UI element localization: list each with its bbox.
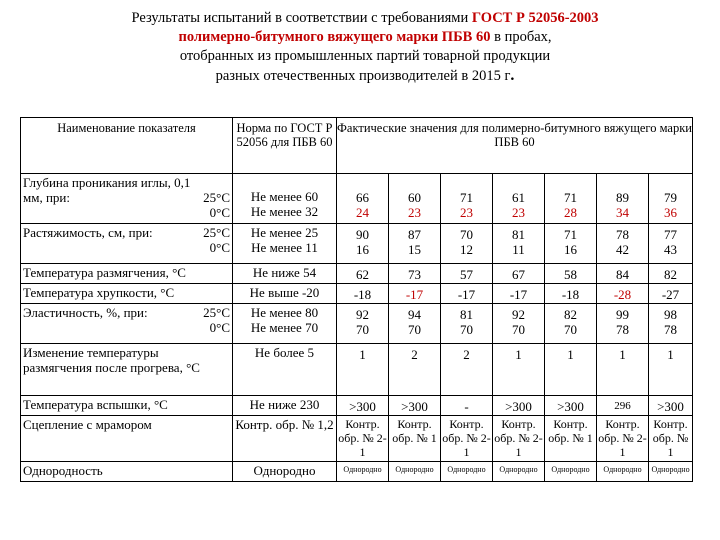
- actual-value: [389, 224, 441, 264]
- actual-value: [493, 304, 545, 344]
- parameter-name: [21, 416, 233, 462]
- actual-value: [337, 224, 389, 264]
- table-row: [21, 462, 693, 482]
- actual-value-line: 70: [460, 322, 473, 337]
- actual-value: Однородно: [597, 462, 649, 482]
- parameter-label: Температура хрупкости, °С: [23, 285, 175, 300]
- title-period: .: [510, 67, 515, 84]
- actual-value: 57: [441, 264, 493, 284]
- norm-line-1: Не менее 60: [250, 189, 319, 204]
- actual-value-line: 90: [356, 227, 369, 242]
- parameter-name: [21, 304, 233, 344]
- actual-value: [597, 174, 649, 224]
- actual-value-line: 70: [564, 322, 577, 337]
- actual-value: 82: [649, 264, 693, 284]
- document-title: [20, 9, 710, 86]
- actual-value-line: 16: [356, 242, 369, 257]
- actual-value-line: 98: [664, 307, 678, 322]
- actual-value-line: 77: [664, 227, 678, 242]
- actual-value-line: 70: [512, 322, 525, 337]
- actual-value-line: 78: [616, 322, 629, 337]
- table-row: [21, 224, 693, 264]
- temperature-labels: [203, 190, 230, 220]
- standard-name: ГОСТ Р 52056-2003: [471, 10, 599, 26]
- actual-value: -28: [597, 284, 649, 304]
- title-line-2: [20, 28, 710, 47]
- actual-value-line: 12: [460, 242, 473, 257]
- title-line2-text: в пробах,: [490, 29, 552, 45]
- actual-value: Контр. обр. № 2-1: [493, 416, 545, 462]
- parameter-label: Температура размягчения, °С: [23, 265, 186, 280]
- actual-value: 67: [493, 264, 545, 284]
- temperature-2: 0°С: [209, 240, 230, 255]
- actual-value-line: 70: [356, 322, 369, 337]
- actual-value-line: 71: [564, 190, 577, 205]
- actual-value: 84: [597, 264, 649, 284]
- actual-value-line: 94: [408, 307, 421, 322]
- table-row: [21, 174, 693, 224]
- actual-value: -27: [649, 284, 693, 304]
- parameter-name: [21, 284, 233, 304]
- actual-value: [493, 174, 545, 224]
- parameter-label: Эластичность, %, при:: [23, 305, 148, 320]
- actual-value: Однородно: [337, 462, 389, 482]
- actual-value-line: 78: [616, 227, 629, 242]
- parameter-name: [21, 462, 233, 482]
- actual-value: Однородно: [389, 462, 441, 482]
- parameter-label: Температура вспышки, °С: [23, 397, 168, 412]
- temperature-1: 25°С: [203, 190, 230, 205]
- header-row: [21, 118, 693, 174]
- actual-value: [649, 224, 693, 264]
- actual-value: Однородно: [545, 462, 597, 482]
- actual-value-line: 99: [616, 307, 629, 322]
- actual-value: [493, 224, 545, 264]
- actual-value: [441, 304, 493, 344]
- norm-line-1: Не менее 25: [250, 225, 319, 240]
- actual-value: -17: [389, 284, 441, 304]
- actual-value-line: 15: [408, 242, 421, 257]
- actual-value: >300: [545, 396, 597, 416]
- actual-value: 73: [389, 264, 441, 284]
- actual-value: [441, 224, 493, 264]
- actual-value: 62: [337, 264, 389, 284]
- actual-value: [389, 174, 441, 224]
- actual-value-line: 11: [512, 242, 525, 257]
- actual-value-line: 81: [512, 227, 525, 242]
- actual-value: 1: [337, 344, 389, 396]
- norm-line-2: Не менее 70: [250, 320, 319, 335]
- table-row: [21, 344, 693, 396]
- actual-value: -17: [493, 284, 545, 304]
- actual-value-line: 23: [408, 205, 421, 220]
- norm-value: Не выше -20: [233, 284, 337, 304]
- parameter-label: Растяжимость, см, при:: [23, 225, 153, 240]
- temperature-labels: [203, 225, 230, 255]
- actual-value: 1: [649, 344, 693, 396]
- parameter-label: Глубина проникания иглы, 0,1 мм, при:: [23, 175, 191, 205]
- norm-line-2: Не менее 32: [250, 204, 319, 219]
- actual-value-line: 66: [356, 190, 369, 205]
- title-line-3: отобранных из промышленных партий товарной продукции: [179, 48, 551, 64]
- parameter-label: Однородность: [23, 463, 103, 478]
- actual-value: [545, 224, 597, 264]
- actual-value: 2: [389, 344, 441, 396]
- table-row: [21, 264, 693, 284]
- actual-value-line: 60: [408, 190, 421, 205]
- actual-value: 58: [545, 264, 597, 284]
- actual-value: [545, 304, 597, 344]
- actual-value-line: 70: [408, 322, 421, 337]
- actual-value: -18: [337, 284, 389, 304]
- actual-value: Контр. обр. № 1: [545, 416, 597, 462]
- actual-value: >300: [389, 396, 441, 416]
- header-norm: Норма по ГОСТ Р 52056 для ПБВ 60: [233, 118, 337, 174]
- actual-value: Однородно: [649, 462, 693, 482]
- actual-value: Контр. обр. № 2-1: [597, 416, 649, 462]
- actual-value: >300: [493, 396, 545, 416]
- actual-value: [337, 304, 389, 344]
- title-line1-text: Результаты испытаний в соответствии с требованиями: [131, 10, 472, 26]
- actual-value-line: 34: [616, 205, 629, 220]
- header-actual: Фактические значения для полимерно-битумного вяжущего марки ПБВ 60: [337, 118, 693, 174]
- actual-value-line: 92: [512, 307, 525, 322]
- actual-value: [441, 174, 493, 224]
- actual-value: 1: [493, 344, 545, 396]
- actual-value: Однородно: [441, 462, 493, 482]
- actual-value-line: 43: [664, 242, 678, 257]
- table-row: [21, 284, 693, 304]
- actual-value-line: 23: [512, 205, 525, 220]
- norm-value: Не ниже 54: [233, 264, 337, 284]
- temperature-2: 0°С: [209, 205, 230, 220]
- actual-value: -17: [441, 284, 493, 304]
- actual-value: >300: [337, 396, 389, 416]
- actual-value: Контр. обр. № 1: [649, 416, 693, 462]
- actual-value-line: 36: [664, 205, 678, 220]
- parameter-name: [21, 174, 233, 224]
- actual-value-line: 81: [460, 307, 473, 322]
- actual-value: 2: [441, 344, 493, 396]
- actual-value-line: 71: [564, 227, 577, 242]
- actual-value: Контр. обр. № 2-1: [337, 416, 389, 462]
- actual-value-line: 87: [408, 227, 421, 242]
- actual-value: 1: [545, 344, 597, 396]
- actual-value: [597, 224, 649, 264]
- actual-value: Однородно: [493, 462, 545, 482]
- parameter-name: [21, 344, 233, 396]
- actual-value: [389, 304, 441, 344]
- actual-value-line: 61: [512, 190, 525, 205]
- binder-grade: полимерно-битумного вяжущего марки ПБВ 60: [178, 29, 491, 45]
- results-table: [20, 117, 693, 482]
- parameter-name: [21, 396, 233, 416]
- actual-value-line: 71: [460, 190, 473, 205]
- actual-value: [649, 174, 693, 224]
- actual-value-line: 70: [460, 227, 473, 242]
- actual-value-line: 78: [664, 322, 678, 337]
- actual-value-line: 24: [356, 205, 369, 220]
- actual-value: Контр. обр. № 2-1: [441, 416, 493, 462]
- temperature-2: 0°С: [209, 320, 230, 335]
- table-row: [21, 396, 693, 416]
- actual-value: Контр. обр. № 1: [389, 416, 441, 462]
- actual-value-line: 92: [356, 307, 369, 322]
- actual-value: >300: [649, 396, 693, 416]
- header-name: Наименование показателя: [21, 118, 233, 174]
- actual-value-line: 79: [664, 190, 678, 205]
- parameter-name: [21, 264, 233, 284]
- title-line4-text: разных отечественных производителей в 2015 г: [215, 68, 511, 84]
- norm-value: Однородно: [233, 462, 337, 482]
- actual-value: 296: [597, 396, 649, 416]
- table-row: [21, 416, 693, 462]
- title-line-1: [20, 9, 710, 28]
- norm-value: [233, 174, 337, 224]
- norm-value: [233, 304, 337, 344]
- actual-value: [337, 174, 389, 224]
- actual-value: [545, 174, 597, 224]
- norm-value: Не более 5: [233, 344, 337, 396]
- parameter-label: Изменение температуры размягчения после прогрева, °С: [23, 345, 200, 375]
- parameter-label: Сцепление с мрамором: [23, 417, 152, 432]
- norm-line-1: Не менее 80: [250, 305, 319, 320]
- actual-value: -18: [545, 284, 597, 304]
- norm-value: [233, 224, 337, 264]
- actual-value: [649, 304, 693, 344]
- table-row: [21, 304, 693, 344]
- actual-value-line: 89: [616, 190, 629, 205]
- actual-value: 1: [597, 344, 649, 396]
- actual-value: -: [441, 396, 493, 416]
- temperature-labels: [203, 305, 230, 335]
- title-line-4: [20, 66, 710, 86]
- temperature-1: 25°С: [203, 225, 230, 240]
- norm-value: Не ниже 230: [233, 396, 337, 416]
- actual-value-line: 28: [564, 205, 577, 220]
- norm-value: Контр. обр. № 1,2: [233, 416, 337, 462]
- actual-value: [597, 304, 649, 344]
- temperature-1: 25°С: [203, 305, 230, 320]
- norm-line-2: Не менее 11: [251, 240, 318, 255]
- actual-value-line: 82: [564, 307, 577, 322]
- actual-value-line: 42: [616, 242, 629, 257]
- actual-value-line: 23: [460, 205, 473, 220]
- actual-value-line: 16: [564, 242, 577, 257]
- parameter-name: [21, 224, 233, 264]
